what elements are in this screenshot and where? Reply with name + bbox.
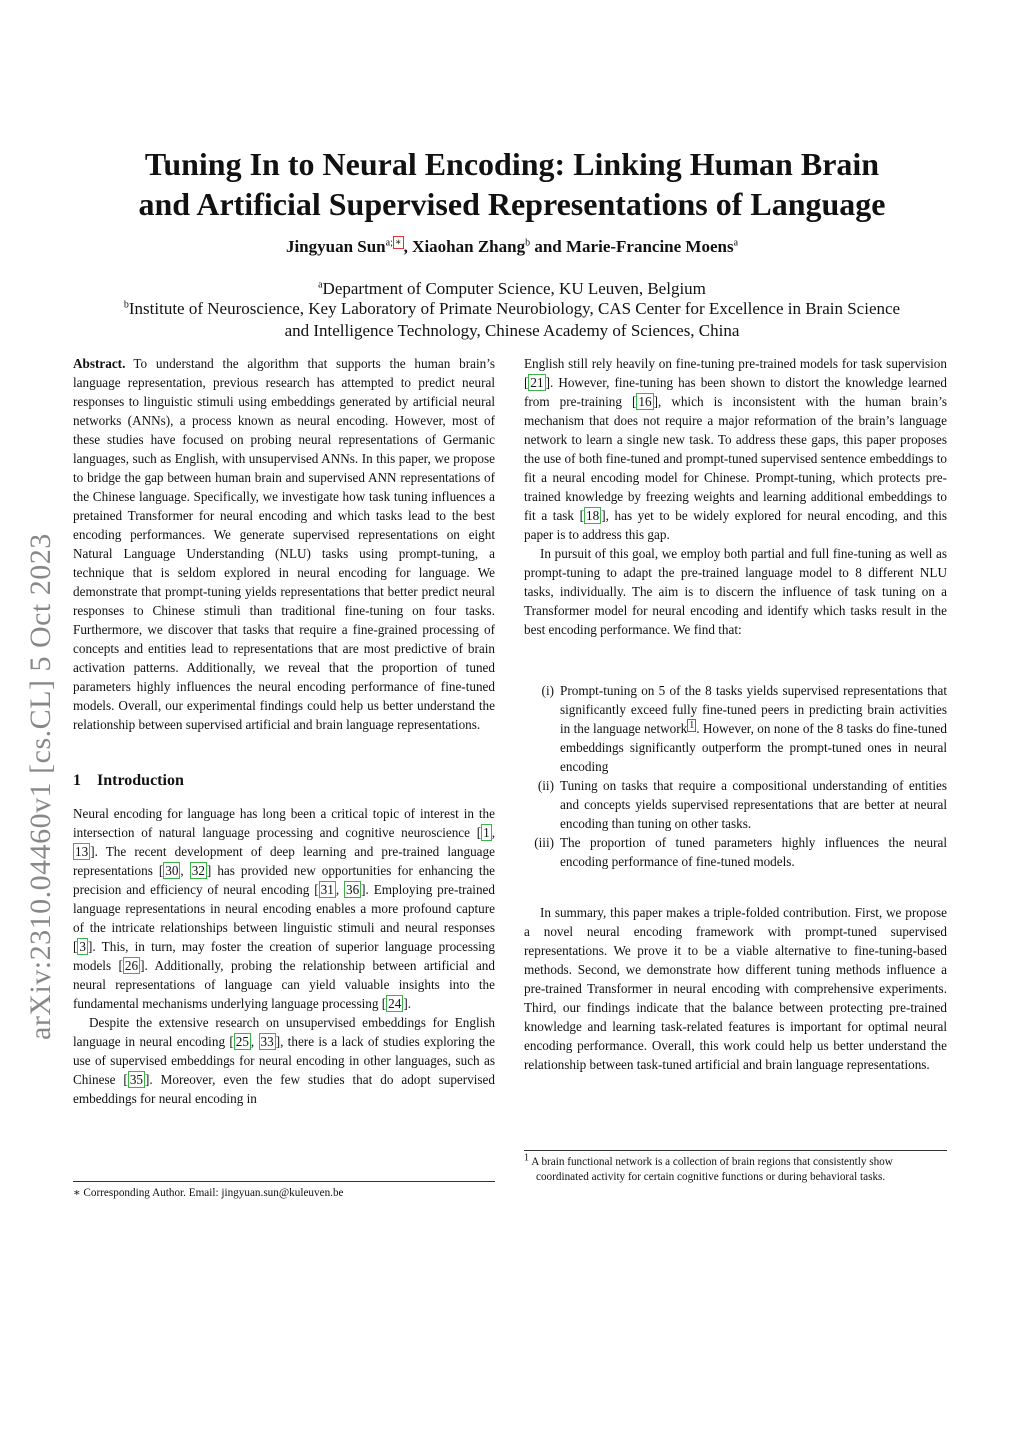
list-item: (i) Prompt-tuning on 5 of the 8 tasks yields supervised representations that significantly exceed fully fine-tuned peers in predicting brain activities in the language network $^1$ . However, on none of the 8 tasks do fine-tuned embeddings significantly outperform the prompt-tuned ones in neural encoding xyxy=(524,681,947,776)
footnote-number: 1 xyxy=(524,1152,529,1164)
citation-link[interactable]: 32 xyxy=(191,863,205,878)
author-list: Jingyuan Sun$^{a;}$ ∗ , Xiaohan Zhang$^b$ and Marie-Francine Moens$^a$ xyxy=(285,237,739,256)
title-line-1: Tuning In to Neural Encoding: Linking Human Brain xyxy=(144,146,880,182)
arxiv-identifier: arXiv:2310.04460v1 [cs.CL] 5 Oct 2023 xyxy=(24,533,57,1040)
right-column xyxy=(524,354,947,1074)
affiliation-b-continued: and Intelligence Technology, Chinese Academy of Sciences, China xyxy=(284,321,740,340)
citation-link[interactable]: 24 xyxy=(388,996,402,1011)
citation-link[interactable]: 35 xyxy=(129,1072,144,1087)
citation-link[interactable]: 1 xyxy=(483,825,490,840)
citation-link[interactable]: 16 xyxy=(638,394,652,409)
affiliation-marker: a xyxy=(385,237,391,249)
abstract-text: To understand the algorithm that supports the human brain’s language representation, previous research has attempted to predict neural responses to linguistic stimuli using embeddings generated by artificial neural networks (ANNs), a process known as neural encoding. However, most of these studies have focused on probing neural representations of Germanic languages, such as English, with unsupervised ANNs. In this paper, we propose to bridge the gap between human brain and supervised ANN representations of the Chinese language. Specifically, we investigate how task tuning influences a pretained Transformer for neural encoding and which tasks lead to the best encoding performances. We generate supervised representations on eight Natural Language Understanding (NLU) tasks using prompt-tuning, a technique that is seldom explored in neural encoding for language. We demonstrate that prompt-tuning yields representations that better predict neural responses to Chinese stimuli than traditional fine-tuning on four tasks. Furthermore, we discover that tasks that require a fine-grained processing of concepts and entities lead to representations that are most predictive of brain activation patterns. Additionally, we reveal that the proportion of tuned parameters highly influences the neural encoding performance of fine-tuned models. Overall, our experimental findings could help us better understand the relationship between supervised artificial and brain language representations. xyxy=(73,356,495,732)
citation-link[interactable]: 18 xyxy=(586,508,600,523)
citation-link[interactable]: 21 xyxy=(530,375,544,390)
paper-title xyxy=(60,144,964,224)
contribution-list xyxy=(524,681,947,871)
right-paragraph-3: In summary, this paper makes a triple-folded contribution. First, we propose a novel neural encoding framework with prompt-tuned supervised representations. We prove it to be a viable alternative to fine-tuning-based methods. Second, we demonstrate how different tuning methods influence a pre-trained Transformer in neural encoding with comprehensive experiments. Third, our findings indicate that the balance between protecting pre-trained knowledge and learning task-related features is important for optimal neural encoding performance. Overall, this work could help us better understand the relationship between task-tuned artificial and brain language representations. xyxy=(524,905,947,1072)
intro-paragraph-2: Despite the extensive research on unsupervised embeddings for English language in neural encoding [ 25 , 33 ], there is a lack of studies exploring the use of supervised embeddings for neural encoding in other languages, such as Chinese [ 35 ]. Moreover, even the few studies that do adopt supervised embeddings for neural encoding in xyxy=(73,1015,495,1106)
affiliation-marker: a xyxy=(733,237,739,249)
affiliation-text: Institute of Neuroscience, Key Laboratory of Primate Neurobiology, CAS Center for Excellence in Brain Science xyxy=(128,299,901,318)
citation-link[interactable]: 25 xyxy=(235,1034,249,1049)
list-marker: (iii) xyxy=(534,835,554,850)
corresponding-author-link[interactable]: ∗ xyxy=(394,237,402,249)
footnote-corresponding-author: ∗ Corresponding Author. Email: jingyuan.sun@kuleuven.be xyxy=(73,1187,344,1199)
right-paragraph-1: English still rely heavily on fine-tuning pre-trained models for task supervision [ 21 ]. However, fine-tuning has been shown to distort the knowledge learned from pre-training [ 16 ], which is inconsistent with the human brain’s mechanism that does not require a major reformation of the brain’s language network to learn a single new task. To address these gaps, this paper proposes the use of both fine-tuned and prompt-tuned supervised sentence embeddings to fit a neural encoding model for Chinese. Prompt-tuning, which protects pre-trained knowledge by freezing weights and learning additional embeddings to fit a task [ 18 ], has yet to be widely explored for neural encoding, and this paper is to address this gap. xyxy=(524,356,947,542)
author-name: Jingyuan Sun xyxy=(285,237,386,256)
affiliation-a xyxy=(60,278,964,300)
list-marker: (ii) xyxy=(537,778,554,793)
citation-link[interactable]: 30 xyxy=(165,863,179,878)
citation-link[interactable]: 31 xyxy=(320,882,334,897)
list-item: (ii) Tuning on tasks that require a compositional understanding of entities and concepts yields supervised representations that are better at neural encoding than tuning on other tasks. xyxy=(524,776,947,833)
abstract xyxy=(73,354,495,734)
list-marker: (i) xyxy=(541,683,554,698)
footnote-rule xyxy=(73,1181,495,1182)
citation-link[interactable]: 36 xyxy=(345,882,360,897)
citation-link[interactable]: 3 xyxy=(79,939,86,954)
abstract-label: Abstract. xyxy=(73,356,126,371)
left-column xyxy=(73,354,495,1108)
list-item: (iii) The proportion of tuned parameters highly influences the neural encoding performance of fine-tuned models. xyxy=(524,833,947,871)
citation-link[interactable]: 33 xyxy=(260,1034,274,1049)
intro-paragraph-1: Neural encoding for language has long been a critical topic of interest in the intersection of natural language processing and cognitive neuroscience [ 1 , 13 ]. The recent development of deep learning and pre-trained language representations [ 30 , 32 ] has provided new opportunities for enhancing the precision and efficiency of neural encoding [ 31 , 36 ]. Employing pre-trained language representations in neural encoding enables a more profound capture of the intricate relationships between linguistic stimuli and neural responses [ 3 ]. This, in turn, may foster the creation of superior language processing models [ 26 ]. Additionally, probing the relationship between artificial and neural representations of language can yield valuable insights into the fundamental mechanisms underlying language processing [ 24 ]. xyxy=(73,806,496,1011)
right-paragraph-2: In pursuit of this goal, we employ both partial and full fine-tuning as well as prompt-tuning to adapt the pre-trained language model to 8 different NLU tasks, individually. The aim is to discern the influence of task tuning on a Transformer model for neural encoding and identify which tasks result in the best encoding performance. We find that: xyxy=(524,546,947,637)
section-heading-introduction xyxy=(73,770,495,792)
author-name: and Marie-Francine Moens xyxy=(530,237,734,256)
footnote-link[interactable]: 1 xyxy=(689,719,695,731)
affiliation-marker: b xyxy=(525,237,531,249)
affiliation-marker: b xyxy=(123,299,129,311)
section-title: Introduction xyxy=(97,772,184,789)
affiliation-marker: a xyxy=(318,279,323,291)
title-line-2: and Artificial Supervised Representations of Language xyxy=(138,186,886,222)
affiliation-text: Department of Computer Science, KU Leuven, Belgium xyxy=(322,279,706,298)
section-number: 1 xyxy=(73,772,81,789)
affiliation-b xyxy=(60,298,964,320)
author-name: , Xiaohan Zhang xyxy=(403,237,526,256)
footnote-rule xyxy=(524,1150,947,1151)
citation-link[interactable]: 13 xyxy=(75,844,89,859)
citation-link[interactable]: 26 xyxy=(124,958,139,973)
footnote-brain-network: $^1$ A brain functional network is a collection of brain regions that consistently show coordinated activity for certain cognitive functions or during behavioral tasks. xyxy=(524,1152,893,1183)
